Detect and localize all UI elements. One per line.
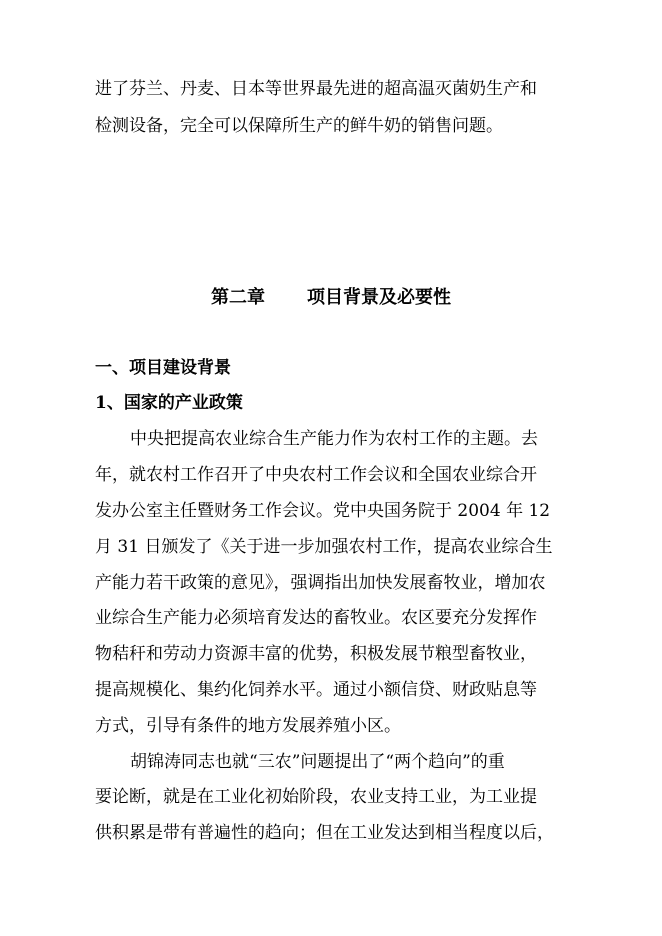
chapter-heading: [0, 287, 662, 309]
paragraph1-line-7: 物秸秆和劳动力资源丰富的优势，积极发展节粮型畜牧业，: [95, 644, 537, 664]
paragraph1-line-2: 年，就农村工作召开了中央农村工作会议和全国农业综合开: [95, 465, 537, 485]
paragraph1-line-8: 提高规模化、集约化饲养水平。通过小额信贷、财政贴息等: [95, 680, 537, 700]
paragraph1-line-5: 产能力若干政策的意见》，强调指出加快发展畜牧业，增加农: [95, 573, 546, 593]
paragraph2-line-1: 胡锦涛同志也就“三农”问题提出了“两个趋向”的重: [130, 752, 505, 772]
section-heading: 一、项目建设背景: [95, 358, 231, 378]
intro-line-2: 检测设备，完全可以保障所生产的鲜牛奶的销售问题。: [95, 116, 503, 136]
chapter-title: 项目背景及必要性: [307, 287, 451, 308]
paragraph1-line-6: 业综合生产能力必须培育发达的畜牧业。农区要充分发挥作: [95, 608, 537, 628]
intro-line-1: 进了芬兰、丹麦、日本等世界最先进的超高温灭菌奶生产和: [95, 79, 537, 99]
paragraph1-line-9: 方式，引导有条件的地方发展养殖小区。: [95, 716, 401, 736]
chapter-number: 第二章: [211, 287, 265, 308]
subsection-heading: 1、国家的产业政策: [95, 393, 243, 413]
paragraph1-line-4: 月 31 日颁发了《关于进一步加强农村工作，提高农业综合生: [95, 537, 553, 557]
paragraph1-line-1: 中央把提高农业综合生产能力作为农村工作的主题。去: [130, 429, 538, 449]
paragraph1-line-3: 发办公室主任暨财务工作会议。党中央国务院于 2004 年 12: [95, 501, 551, 521]
paragraph2-line-3: 供积累是带有普遍性的趋向；但在工业发达到相当程度以后，: [95, 823, 554, 843]
paragraph2-line-2: 要论断，就是在工业化初始阶段，农业支持工业，为工业提: [95, 787, 537, 807]
